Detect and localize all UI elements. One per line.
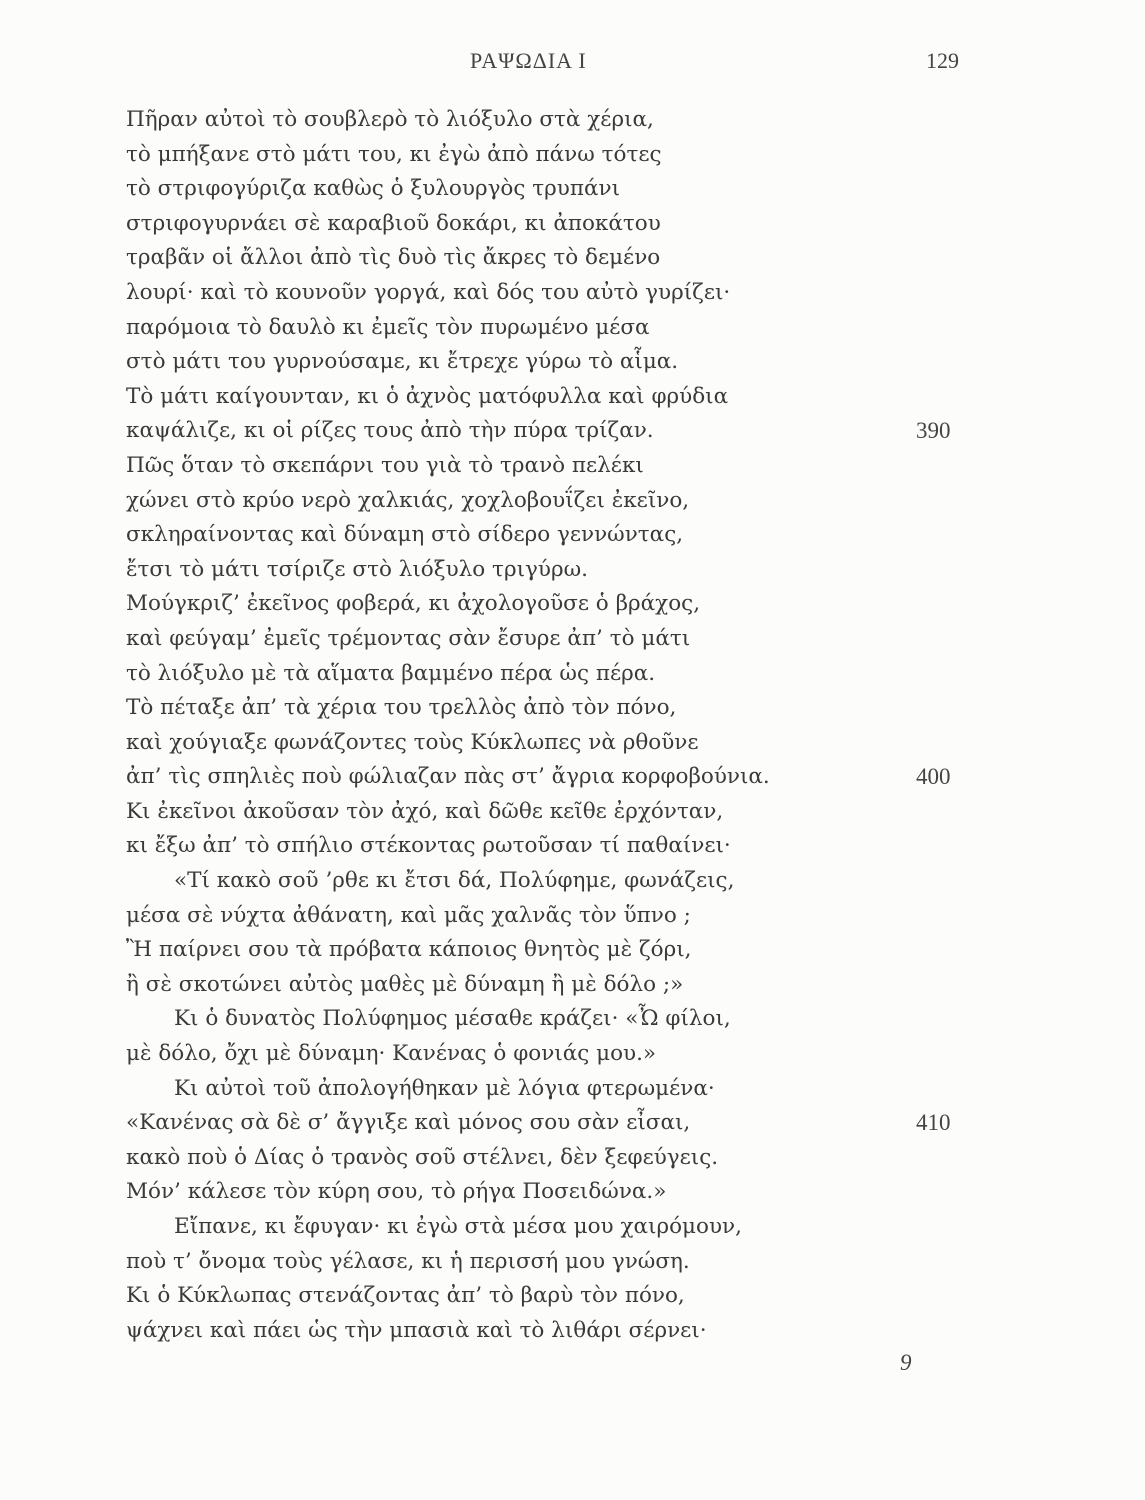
verse-line — [126, 933, 986, 968]
verse-line — [126, 518, 986, 553]
verse-line — [126, 1106, 986, 1141]
verse-text: Κι αὐτοὶ τοῦ ἀπολογήθηκαν μὲ λόγια φτερωμένα· — [174, 1075, 715, 1101]
verse-line — [126, 1279, 986, 1314]
verse-text: Εἴπανε, κι ἔφυγαν· κι ἐγὼ στὰ μέσα μου χαιρόμουν, — [174, 1214, 742, 1239]
verse-line — [126, 380, 986, 415]
verse-line — [126, 207, 986, 242]
verse-line — [126, 484, 986, 519]
verse-text: τὸ λιόξυλο μὲ τὰ αἵματα βαμμένο πέρα ὡς πέρα. — [126, 660, 656, 686]
verse-line — [126, 553, 986, 588]
verse-text: Πῆραν αὐτοὶ τὸ σουβλερὸ τὸ λιόξυλο στὰ χέρια, — [126, 107, 654, 132]
verse-text: στριφογυρνάει σὲ καραβιοῦ δοκάρι, κι ἀποκάτου — [126, 210, 661, 236]
verse-text: καψάλιζε, κι οἱ ρίζες τους ἀπὸ τὴν πύρα τρίζαν. — [126, 418, 654, 444]
verse-text: ψάχνει καὶ πάει ὡς τὴν μπασιὰ καὶ τὸ λιθάρι σέρνει· — [126, 1317, 707, 1343]
verse-text: Τὸ μάτι καίγουνταν, κι ὁ ἀχνὸς ματόφυλλα καὶ φρύδια — [126, 383, 729, 409]
verse-line — [126, 1002, 986, 1037]
verse-text: κακὸ ποὺ ὁ Δίας ὁ τρανὸς σοῦ στέλνει, δὲν ξεφεύγεις. — [126, 1144, 719, 1170]
verse-text: Πῶς ὅταν τὸ σκεπάρνι του γιὰ τὸ τρανὸ πελέκι — [126, 452, 644, 478]
verse-text: καὶ χούγιαξε φωνάζοντες τοὺς Κύκλωπες νὰ ρθοῦνε — [126, 729, 699, 755]
verse-line — [126, 657, 986, 692]
verse-line — [126, 968, 986, 1003]
verse-text: σκληραίνοντας καὶ δύναμη στὸ σίδερο γεννώντας, — [126, 522, 684, 548]
verse-line — [126, 726, 986, 761]
verse-line — [126, 795, 986, 830]
page-header — [0, 48, 1145, 78]
verse-line — [126, 241, 986, 276]
verse-line — [126, 1141, 986, 1176]
verse-text: τὸ στριφογύριζα καθὼς ὁ ξυλουργὸς τρυπάνι — [126, 176, 621, 202]
line-number: 400 — [916, 764, 951, 790]
signature-mark: 9 — [900, 1350, 912, 1375]
verse-text: Κι ὁ δυνατὸς Πολύφημος μέσαθε κράζει· «Ὦ φίλοι, — [174, 1006, 731, 1032]
verse-line — [126, 138, 986, 173]
verse-text: «Τί κακὸ σοῦ ’ρθε κι ἔτσι δά, Πολύφημε, φωνάζεις, — [174, 868, 735, 894]
verse-text: λουρί· καὶ τὸ κουνοῦν γοργά, καὶ δός του αὐτὸ γυρίζει· — [126, 279, 731, 305]
verse-line — [126, 1072, 986, 1107]
line-number: 410 — [916, 1110, 951, 1136]
verse-text: Τὸ πέταξε ἀπ’ τὰ χέρια του τρελλὸς ἀπὸ τὸν πόνο, — [126, 695, 677, 721]
verse-line — [126, 691, 986, 726]
verse-line — [126, 1245, 986, 1280]
verse-text: καὶ φεύγαμ’ ἐμεῖς τρέμοντας σὰν ἔσυρε ἀπ’ τὸ μάτι — [126, 625, 691, 651]
verse-text: ποὺ τ’ ὄνομα τοὺς γέλασε, κι ἡ περισσή μου γνώση. — [126, 1248, 690, 1274]
verse-line — [126, 276, 986, 311]
verse-text: μέσα σὲ νύχτα ἀθάνατη, καὶ μᾶς χαλνᾶς τὸν ὕπνο ; — [126, 902, 691, 928]
running-title: ΡΑΨΩΔΙΑ Ι — [470, 48, 587, 73]
verse-text: ἀπ’ τὶς σπηλιὲς ποὺ φώλιαζαν πὰς στ’ ἄγρια κορφοβούνια. — [126, 764, 770, 790]
page-number: 129 — [926, 48, 959, 73]
verse-line — [126, 1314, 986, 1349]
verse-line — [126, 1175, 986, 1210]
verse-line — [126, 1037, 986, 1072]
verse-line — [126, 311, 986, 346]
verse-text: Ἢ παίρνει σου τὰ πρόβατα κάποιος θνητὸς μὲ ζόρι, — [126, 937, 692, 963]
verse-text: τραβᾶν οἱ ἄλλοι ἀπὸ τὶς δυὸ τὶς ἄκρες τὸ δεμένο — [126, 245, 661, 271]
verse-line — [126, 622, 986, 657]
verse-line — [126, 829, 986, 864]
verse-line — [126, 414, 986, 449]
verse-line — [126, 899, 986, 934]
verse-text: ἢ σὲ σκοτώνει αὐτὸς μαθὲς μὲ δύναμη ἢ μὲ δόλο ;» — [126, 971, 684, 997]
verse-text: χώνει στὸ κρύο νερὸ χαλκιάς, χοχλοβουΐζει ἐκεῖνο, — [126, 487, 690, 513]
verse-line — [126, 587, 986, 622]
verse-text: Κι ἐκεῖνοι ἀκοῦσαν τὸν ἀχό, καὶ δῶθε κεῖθε ἐρχόνταν, — [126, 798, 724, 824]
verse-line — [126, 449, 986, 484]
verse-line — [126, 1210, 986, 1245]
verse-text: μὲ δόλο, ὄχι μὲ δύναμη· Κανένας ὁ φονιάς μου.» — [126, 1041, 657, 1067]
verse-text: Μόν’ κάλεσε τὸν κύρη σου, τὸ ρήγα Ποσειδώνα.» — [126, 1179, 667, 1205]
verse-line — [126, 864, 986, 899]
verse-text: Κι ὁ Κύκλωπας στενάζοντας ἀπ’ τὸ βαρὺ τὸν πόνο, — [126, 1283, 685, 1309]
verse-text: παρόμοια τὸ δαυλὸ κι ἐμεῖς τὸν πυρωμένο μέσα — [126, 314, 650, 340]
verse-line — [126, 103, 986, 138]
line-number: 390 — [916, 418, 951, 444]
verse-text: κι ἔξω ἀπ’ τὸ σπήλιο στέκοντας ρωτοῦσαν τί παθαίνει· — [126, 833, 731, 859]
verse-text: τὸ μπήξανε στὸ μάτι του, κι ἐγὼ ἀπὸ πάνω τότες — [126, 141, 662, 167]
verse-block — [126, 103, 986, 1348]
verse-line — [126, 760, 986, 795]
verse-line — [126, 345, 986, 380]
verse-text: «Κανένας σὰ δὲ σ’ ἄγγιξε καὶ μόνος σου σὰν εἶσαι, — [126, 1110, 691, 1136]
verse-text: Μούγκριζ’ ἐκεῖνος φοβερά, κι ἀχολογοῦσε ὁ βράχος, — [126, 591, 701, 617]
verse-text: ἔτσι τὸ μάτι τσίριζε στὸ λιόξυλο τριγύρω. — [126, 556, 588, 582]
verse-text: στὸ μάτι του γυρνούσαμε, κι ἔτρεχε γύρω τὸ αἷμα. — [126, 349, 679, 375]
verse-line — [126, 172, 986, 207]
